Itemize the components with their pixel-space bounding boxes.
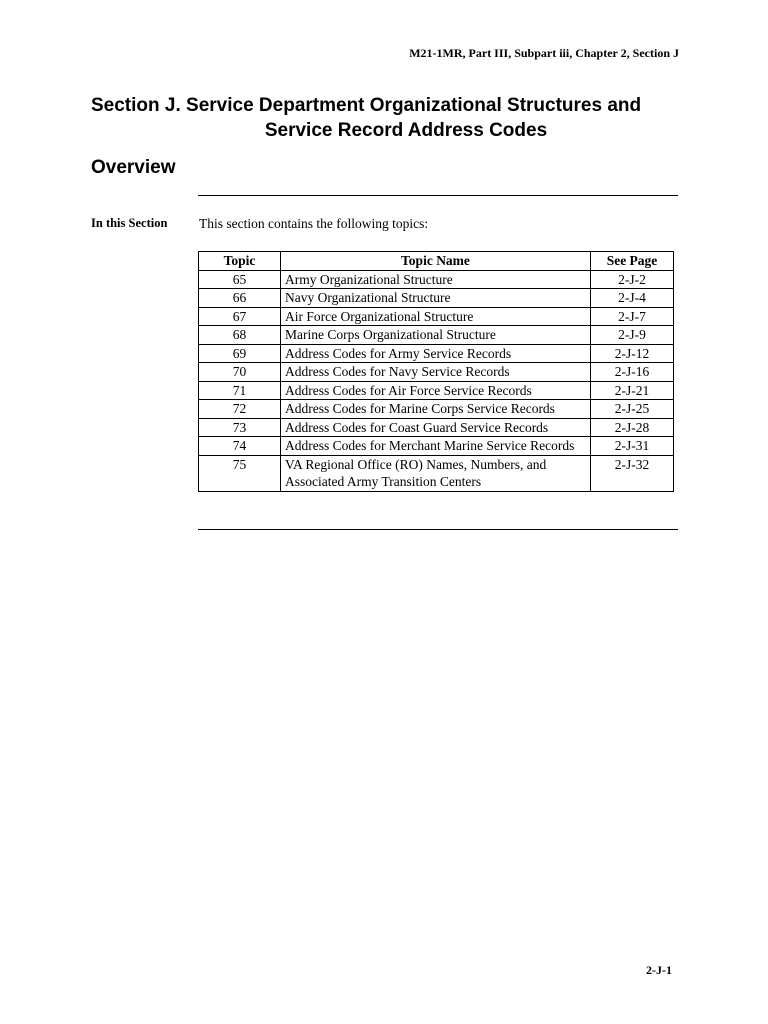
see-page: 2-J-32 [591, 455, 674, 491]
see-page: 2-J-16 [591, 363, 674, 382]
bottom-divider [198, 529, 678, 530]
table-row [199, 270, 674, 289]
header-see-page: See Page [591, 252, 674, 271]
topic-number: 74 [199, 437, 281, 456]
topic-name: VA Regional Office (RO) Names, Numbers, and Associated Army Transition Centers [281, 455, 591, 491]
table-row [199, 344, 674, 363]
topic-name: Address Codes for Army Service Records [281, 344, 591, 363]
table-row [199, 307, 674, 326]
see-page: 2-J-21 [591, 381, 674, 400]
table-row [199, 289, 674, 308]
see-page: 2-J-12 [591, 344, 674, 363]
see-page: 2-J-28 [591, 418, 674, 437]
table-row [199, 326, 674, 345]
table-row [199, 381, 674, 400]
header-topic-name: Topic Name [281, 252, 591, 271]
block-label: In this Section [91, 216, 168, 230]
table-row [199, 455, 674, 491]
top-divider [198, 195, 678, 196]
intro-text: This section contains the following topics: [199, 216, 429, 231]
table-row [199, 400, 674, 419]
topic-name: Address Codes for Marine Corps Service Records [281, 400, 591, 419]
topic-number: 72 [199, 400, 281, 419]
topic-number: 73 [199, 418, 281, 437]
topic-number: 75 [199, 455, 281, 491]
table-header-row [199, 252, 674, 271]
section-title-line2: Service Record Address Codes [264, 120, 548, 141]
topic-number: 68 [199, 326, 281, 345]
section-title-line1: Section J. Service Department Organizational Structures and [91, 95, 642, 116]
see-page: 2-J-25 [591, 400, 674, 419]
topics-table [198, 251, 674, 492]
topic-name: Marine Corps Organizational Structure [281, 326, 591, 345]
see-page: 2-J-2 [591, 270, 674, 289]
see-page: 2-J-9 [591, 326, 674, 345]
table-row [199, 418, 674, 437]
topic-number: 70 [199, 363, 281, 382]
header-topic: Topic [199, 252, 281, 271]
section-title [91, 93, 681, 143]
topic-number: 65 [199, 270, 281, 289]
table-row [199, 437, 674, 456]
topic-number: 69 [199, 344, 281, 363]
topic-name: Navy Organizational Structure [281, 289, 591, 308]
overview-heading: Overview [91, 157, 176, 178]
see-page: 2-J-4 [591, 289, 674, 308]
topic-name: Address Codes for Navy Service Records [281, 363, 591, 382]
topic-name: Address Codes for Coast Guard Service Records [281, 418, 591, 437]
topic-name: Army Organizational Structure [281, 270, 591, 289]
topic-number: 71 [199, 381, 281, 400]
topic-name: Air Force Organizational Structure [281, 307, 591, 326]
topic-name: Address Codes for Air Force Service Records [281, 381, 591, 400]
topic-name: Address Codes for Merchant Marine Service Records [281, 437, 591, 456]
topic-number: 66 [199, 289, 281, 308]
page-number: 2-J-1 [646, 963, 672, 977]
topic-number: 67 [199, 307, 281, 326]
see-page: 2-J-7 [591, 307, 674, 326]
document-reference-header: M21-1MR, Part III, Subpart iii, Chapter 2, Section J [409, 46, 679, 60]
see-page: 2-J-31 [591, 437, 674, 456]
table-row [199, 363, 674, 382]
